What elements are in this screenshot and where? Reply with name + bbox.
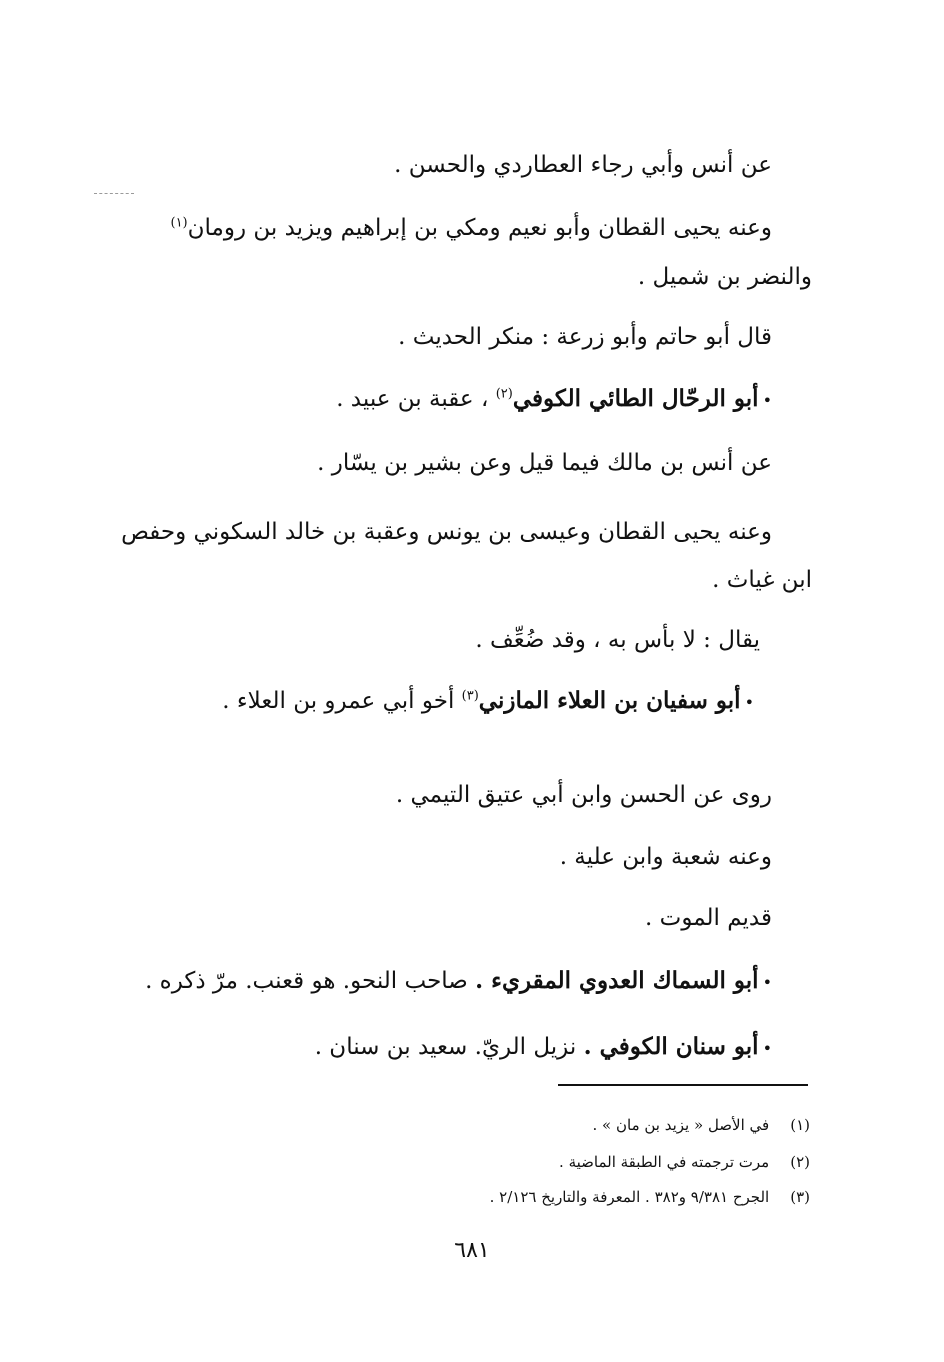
text-line: روى عن الحسن وابن أبي عتيق التيمي . [395, 782, 772, 808]
text-line: قديم الموت . [645, 905, 772, 931]
entry-heading [222, 686, 754, 718]
entry-name: أبو الرحّال الطائي الكوفي [512, 385, 759, 412]
entry-heading [336, 384, 772, 416]
footnote [559, 1151, 810, 1173]
footnote-marker: (١) [170, 215, 188, 231]
entry-name: أبو سفيان بن العلاء المازني [478, 687, 741, 714]
text-line-content: وعنه يحيى القطان وأبو نعيم ومكي بن إبراهيم ويزيد بن رومان [187, 215, 772, 241]
entry-text: أخو أبي عمرو بن العلاء . [222, 688, 455, 714]
entry-heading [315, 1032, 772, 1064]
bullet-icon: • [762, 973, 772, 992]
footnote-separator [558, 1084, 808, 1086]
footnote-number: (١) [790, 1116, 810, 1134]
footnote [490, 1186, 810, 1208]
entry-text: نزيل الريّ. سعيد بن سنان . [314, 1034, 577, 1060]
bullet-icon: • [762, 1039, 772, 1058]
page-number: ٦٨١ [454, 1238, 490, 1263]
entry-name: أبو سنان الكوفي . [583, 1033, 759, 1060]
entry-text: صاحب النحو. هو قعنب. مرّ ذكره . [145, 968, 468, 994]
text-line: قال أبو حاتم وأبو زرعة : منكر الحديث . [398, 324, 772, 350]
text-line: يقال : لا بأس به ، وقد ضُعِّف . [475, 627, 760, 653]
bullet-icon: • [744, 693, 754, 712]
text-line: والنضر بن شميل . [637, 264, 812, 290]
text-line: وعنه شعبة وابن علية . [559, 844, 772, 870]
footnote-text: مرت ترجمته في الطبقة الماضية . [559, 1153, 770, 1171]
text-line: عن أنس وأبي رجاء العطاردي والحسن . [394, 152, 772, 178]
footnote-marker: (٢) [495, 386, 513, 402]
footnote-text: الجرح ٩/٣٨١ و٣٨٢ . المعرفة والتاريخ ٢/١٢٦ . [489, 1188, 770, 1206]
text-line [170, 213, 772, 243]
text-line: وعنه يحيى القطان وعيسى بن يونس وعقبة بن خالد السكوني وحفص [121, 519, 772, 545]
footnote-marker: (٣) [461, 688, 479, 704]
footnote-number: (٣) [790, 1188, 810, 1206]
entry-name: أبو السماك العدوي المقريء . [475, 967, 759, 994]
text-line: ابن غياث . [712, 567, 812, 593]
footnote-text: في الأصل « يزيد بن مان » . [592, 1116, 770, 1134]
entry-text: ، عقبة بن عبيد . [336, 386, 489, 412]
scan-artifact [94, 193, 134, 194]
entry-heading [145, 966, 772, 998]
footnote [593, 1114, 811, 1136]
footnote-number: (٢) [790, 1153, 810, 1171]
bullet-icon: • [762, 391, 772, 410]
text-line: عن أنس بن مالك فيما قيل وعن بشير بن يسّار . [317, 450, 772, 476]
